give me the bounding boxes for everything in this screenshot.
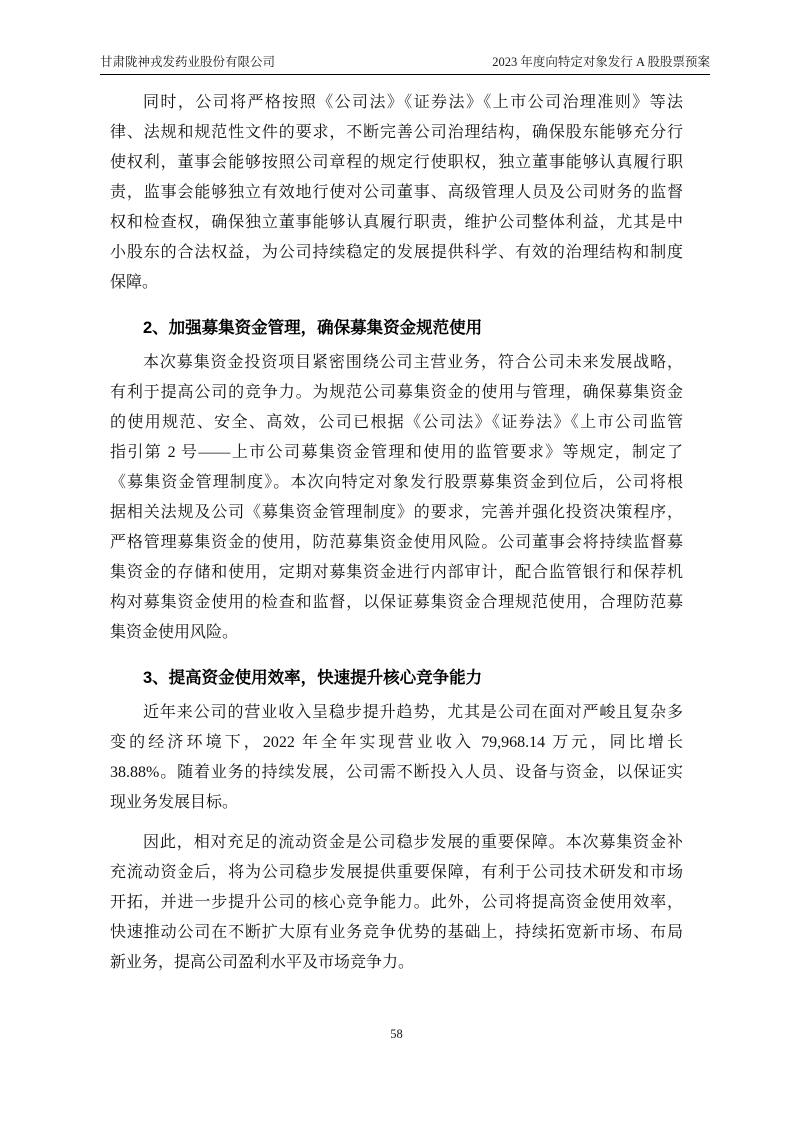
header-divider bbox=[100, 74, 710, 75]
paragraph-line: 集资金使用风险。 bbox=[110, 624, 239, 641]
paragraph-line: 近年来公司的营业收入呈稳步提升趋势，尤其是公司在面对严峻且复杂多 bbox=[143, 704, 683, 721]
paragraph-line: 的使用规范、安全、高效，公司已根据《公司法》《证券法》《上市公司监管 bbox=[110, 414, 683, 431]
paragraph-line: 同时，公司将严格按照《公司法》《证券法》《上市公司治理准则》等法 bbox=[143, 94, 683, 111]
section-heading: 3、提高资金使用效率，快速提升核心竞争能力 bbox=[143, 669, 483, 687]
document-body bbox=[110, 88, 683, 988]
paragraph-line: 38.88%。随着业务的持续发展，公司需不断投入人员、设备与资金，以保证实 bbox=[110, 764, 683, 781]
page-header bbox=[100, 53, 710, 71]
paragraph-line: 使权利，董事会能够按照公司章程的规定行使职权，独立董事能够认真履行职 bbox=[110, 154, 683, 171]
header-doc-title: 2023 年度向特定对象发行 A 股股票预案 bbox=[492, 55, 710, 69]
paragraph-line: 严格管理募集资金的使用，防范募集资金使用风险。公司董事会将持续监督募 bbox=[110, 534, 683, 551]
paragraph-line: 《募集资金管理制度》。本次向特定对象发行股票募集资金到位后，公司将根 bbox=[110, 474, 683, 491]
paragraph-line: 小股东的合法权益，为公司持续稳定的发展提供科学、有效的治理结构和制度 bbox=[110, 244, 683, 261]
paragraph-line: 充流动资金后，将为公司稳步发展提供重要保障，有利于公司技术研发和市场 bbox=[110, 864, 683, 881]
paragraph-line: 因此，相对充足的流动资金是公司稳步发展的重要保障。本次募集资金补 bbox=[143, 834, 683, 851]
page-footer bbox=[110, 1025, 683, 1043]
paragraph-line: 快速推动公司在不断扩大原有业务竞争优势的基础上，持续拓宽新市场、布局 bbox=[110, 924, 683, 941]
paragraph-line: 新业务，提高公司盈利水平及市场竞争力。 bbox=[110, 954, 415, 971]
paragraph-line: 变的经济环境下，2022 年全年实现营业收入 79,968.14 万元，同比增长 bbox=[110, 734, 683, 751]
paragraph-line: 权和检查权，确保独立董事能够认真履行职责，维护公司整体利益，尤其是中 bbox=[110, 214, 683, 231]
paragraph-line: 集资金的存储和使用，定期对募集资金进行内部审计，配合监管银行和保荐机 bbox=[110, 564, 683, 581]
paragraph-line: 责，监事会能够独立有效地行使对公司董事、高级管理人员及公司财务的监督 bbox=[110, 184, 683, 201]
paragraph bbox=[110, 828, 683, 978]
paragraph-line: 据相关法规及公司《募集资金管理制度》的要求，完善并强化投资决策程序， bbox=[110, 504, 683, 521]
page-number: 58 bbox=[390, 1027, 403, 1041]
paragraph-line: 保障。 bbox=[110, 274, 159, 291]
paragraph bbox=[110, 348, 683, 648]
paragraph bbox=[110, 698, 683, 818]
paragraph-line: 指引第 2 号——上市公司募集资金管理和使用的监管要求》等规定，制定了 bbox=[110, 444, 683, 461]
paragraph bbox=[110, 88, 683, 298]
paragraph-line: 开拓，并进一步提升公司的核心竞争能力。此外，公司将提高资金使用效率， bbox=[110, 894, 683, 911]
paragraph-line: 律、法规和规范性文件的要求，不断完善公司治理结构，确保股东能够充分行 bbox=[110, 124, 683, 141]
header-company-name: 甘肃陇神戎发药业股份有限公司 bbox=[100, 55, 276, 69]
paragraph-line: 构对募集资金使用的检查和监督，以保证募集资金合理规范使用，合理防范募 bbox=[110, 594, 683, 611]
paragraph-line: 本次募集资金投资项目紧密围绕公司主营业务，符合公司未来发展战略， bbox=[143, 354, 683, 371]
section-heading: 2、加强募集资金管理，确保募集资金规范使用 bbox=[143, 319, 483, 337]
paragraph-line: 现业务发展目标。 bbox=[110, 794, 239, 811]
paragraph-line: 有利于提高公司的竞争力。为规范公司募集资金的使用与管理，确保募集资金 bbox=[110, 384, 683, 401]
